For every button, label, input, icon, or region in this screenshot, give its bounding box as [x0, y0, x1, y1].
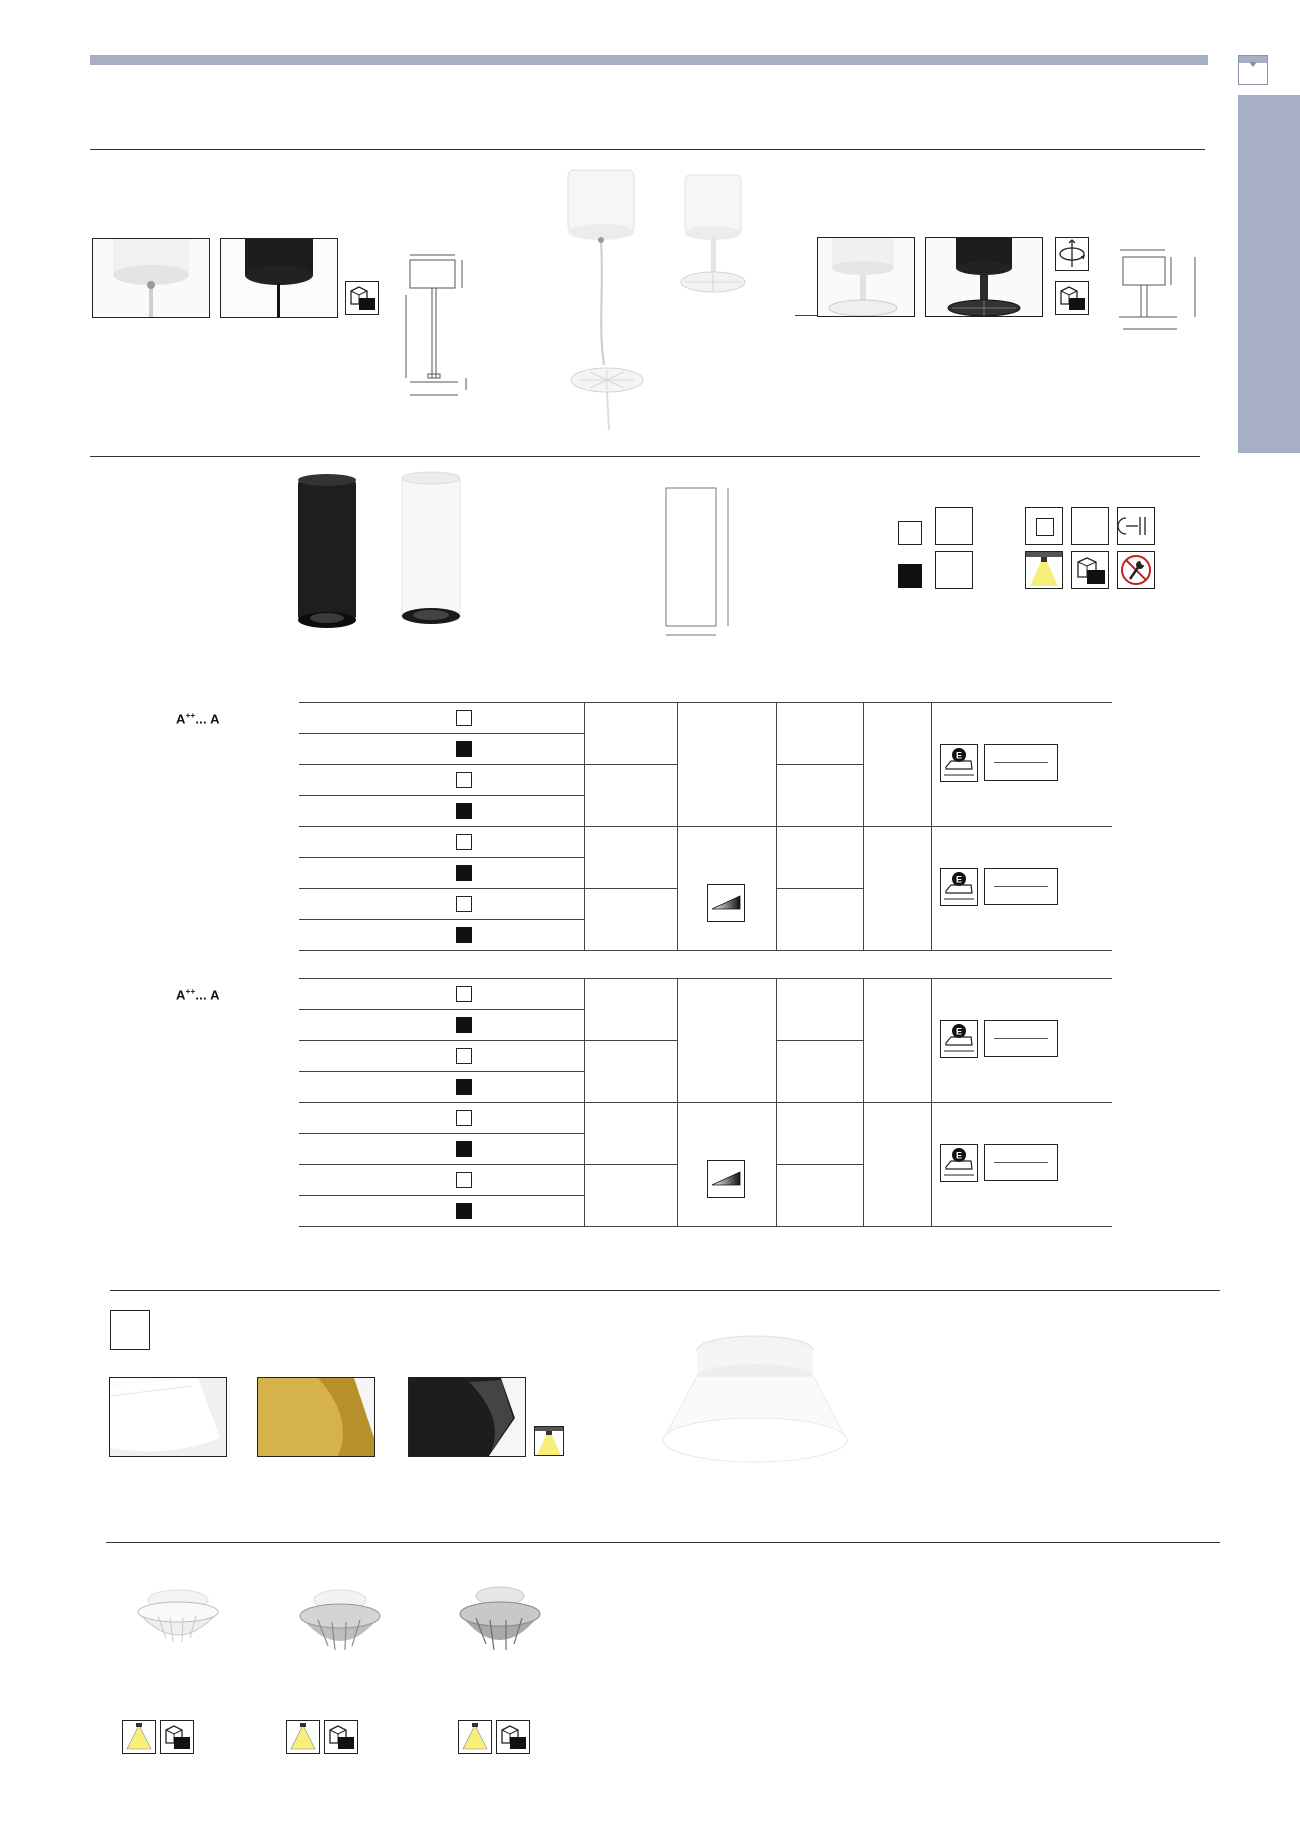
driver-box-icon [496, 1720, 530, 1754]
table-row-rule [299, 1040, 584, 1041]
side-section-tab[interactable] [1238, 95, 1300, 453]
recessed-dimension-drawing [660, 480, 740, 640]
finish-black-swatch [456, 1017, 472, 1033]
table-row-rule [299, 1009, 584, 1010]
finish-thumbnail-white [92, 238, 210, 318]
reflector-thumbnail-gold [257, 1377, 375, 1457]
driver-box-icon [1055, 281, 1089, 315]
table-group-rule [584, 1164, 677, 1165]
finish-black-swatch [456, 927, 472, 943]
reflector-thumbnail-black [408, 1377, 526, 1457]
svg-text:E: E [955, 874, 963, 885]
finish-white-swatch [456, 710, 472, 726]
light-beam-icon [458, 1720, 492, 1754]
table-row-rule [299, 857, 584, 858]
energy-label-line [994, 1038, 1048, 1039]
driver-box-icon [160, 1720, 194, 1754]
section-rule [106, 1542, 1220, 1543]
finish-white-swatch [456, 1172, 472, 1188]
dimmable-wedge-icon [707, 884, 745, 922]
finish-white-swatch [456, 1048, 472, 1064]
energy-label-icon [940, 744, 978, 782]
header-accent-bar [90, 55, 1208, 65]
finish-black-swatch [456, 741, 472, 757]
finish-black-swatch [898, 564, 922, 588]
driver-box-icon [345, 281, 379, 315]
svg-text:E: E [955, 1150, 963, 1161]
light-beam-icon [534, 1426, 564, 1456]
energy-class-sup: ++ [185, 711, 196, 720]
legend-box [935, 551, 973, 589]
table-row-rule [299, 1226, 1112, 1227]
table-group-rule [776, 888, 863, 889]
surface-thumbnail-black [925, 237, 1043, 317]
driver-box-icon [324, 1720, 358, 1754]
svg-text:E: E [955, 1026, 963, 1037]
table-rule [299, 702, 1112, 703]
light-beam-icon [1025, 551, 1063, 589]
table-group-rule [776, 1040, 863, 1041]
energy-label-icon [940, 868, 978, 906]
pendant-product-photo [560, 165, 670, 435]
energy-class-sup: ++ [185, 987, 196, 996]
table-group-rule [584, 764, 677, 765]
driver-box-icon [1071, 551, 1109, 589]
legend-box [935, 507, 973, 545]
surface-mount-product-photo [675, 170, 755, 310]
table-half-rule [584, 826, 1112, 827]
finish-black-swatch [456, 1141, 472, 1157]
energy-class-label [176, 711, 220, 726]
table-group-rule [776, 1164, 863, 1165]
table-row-rule [299, 1195, 584, 1196]
recessed-product-photo [250, 470, 480, 640]
finish-black-swatch [456, 1203, 472, 1219]
pendant-dimension-drawing [400, 250, 480, 405]
finish-white-swatch [456, 834, 472, 850]
table-row-rule [299, 733, 584, 734]
table-group-rule [584, 1040, 677, 1041]
section-rule [90, 456, 1200, 457]
energy-class-base: A [176, 711, 186, 727]
table-group-rule [776, 764, 863, 765]
reflector-product-photo [655, 1330, 855, 1480]
energy-label-icon [940, 1020, 978, 1058]
connector-icon [1117, 507, 1155, 545]
table-row-rule [299, 1071, 584, 1072]
finish-black-swatch [456, 865, 472, 881]
energy-label-line [994, 886, 1048, 887]
rotation-icon [1055, 237, 1089, 271]
table-row-rule [299, 919, 584, 920]
finish-white-swatch [456, 896, 472, 912]
finish-white-swatch [456, 772, 472, 788]
reflector-thumbnail-white [109, 1377, 227, 1457]
energy-class-rest: ... A [195, 711, 220, 727]
energy-label-line [994, 1162, 1048, 1163]
no-tool-icon [1117, 551, 1155, 589]
surface-dimension-drawing [1115, 245, 1200, 335]
energy-label-icon [940, 1144, 978, 1182]
caption-underline [795, 315, 817, 316]
energy-label-line [994, 762, 1048, 763]
light-beam-icon [286, 1720, 320, 1754]
lens-photo-2 [290, 1578, 390, 1668]
table-row-rule [299, 888, 584, 889]
svg-text:E: E [955, 750, 963, 761]
table-row-rule [299, 764, 584, 765]
legend-box [1071, 507, 1109, 545]
finish-white-swatch [456, 986, 472, 1002]
finish-black-swatch [456, 1079, 472, 1095]
finish-thumbnail-black [220, 238, 338, 318]
section-rule [110, 1290, 1220, 1291]
finish-white-swatch [898, 521, 922, 545]
lens-photo-3 [450, 1578, 550, 1668]
table-half-rule [584, 1102, 1112, 1103]
table-rule [299, 978, 1112, 979]
table-row-rule [299, 1133, 584, 1134]
surface-thumbnail-white [817, 237, 915, 317]
finish-white-swatch [456, 1110, 472, 1126]
page-tab-icon[interactable] [1238, 55, 1268, 85]
finish-black-swatch [456, 803, 472, 819]
energy-class-rest: ... A [195, 987, 220, 1003]
light-beam-icon [122, 1720, 156, 1754]
accessory-code-box [110, 1310, 150, 1350]
section-rule [90, 149, 1205, 150]
lens-photo-1 [128, 1578, 228, 1658]
dimmable-wedge-icon [707, 1160, 745, 1198]
energy-class-base: A [176, 987, 186, 1003]
energy-class-label [176, 987, 220, 1002]
table-row-rule [299, 950, 1112, 951]
table-row-rule [299, 795, 584, 796]
table-row-rule [299, 1164, 584, 1165]
table-group-rule [584, 888, 677, 889]
class-square-icon [1025, 507, 1063, 545]
